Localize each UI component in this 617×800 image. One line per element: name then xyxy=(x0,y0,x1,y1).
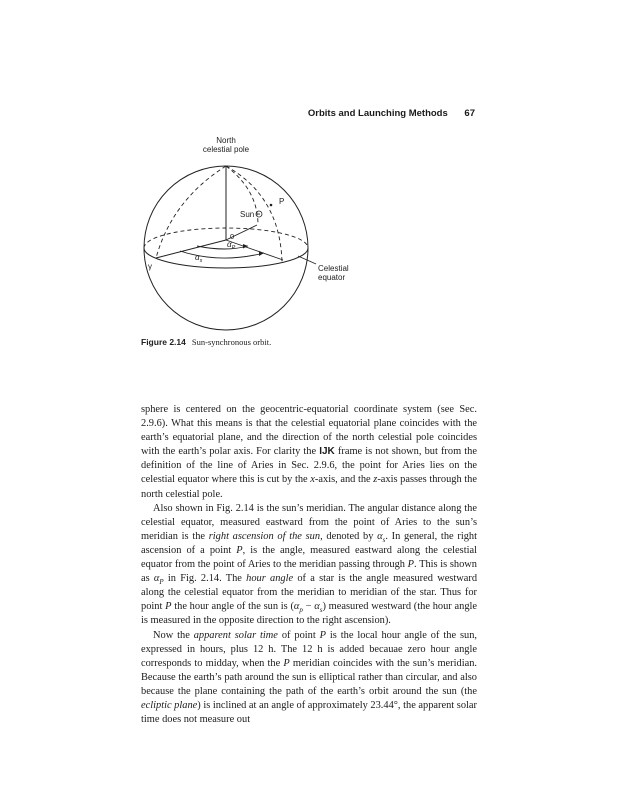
paragraph-3: Now the apparent solar time of point P is the local hour angle of the sun, expressed in hours, plus 12 h. The 12 h is added becauae zero hour angle corresponds to midday, when the P meridian coincides with the sun’s meridian. Because the earth’s path around the sun is elliptical rather than circular, and also because the plane containing the path of the earth’s orbit around the sun (the ecliptic plane) is inclined at an angle of approximately 23.44°, the apparent solar time does not measure out xyxy=(141,629,478,726)
label-alpha-p: $\alpha_P$ xyxy=(227,240,236,251)
label-celestial-pole: celestial pole xyxy=(202,145,250,154)
figure-caption-text: Sun-synchronous orbit. xyxy=(191,337,272,347)
label-alpha-s: $\alpha_s$ xyxy=(195,253,203,264)
point-p xyxy=(270,204,273,207)
label-aries: γ xyxy=(148,262,152,271)
alpha-s-arc xyxy=(180,251,264,258)
body-text xyxy=(141,403,477,727)
label-north: North xyxy=(216,136,236,145)
figure-caption xyxy=(141,337,476,347)
label-p: P xyxy=(279,197,285,206)
alpha-p-arc xyxy=(197,246,248,249)
paragraph-2: Also shown in Fig. 2.14 is the sun’s meridian. The angular distance along the celestial equator, measured eastward from the point of Aries to the sun’s meridian is the right ascension of the sun, denoted by $\alpha_s$. In general, the right ascension of a point P, is the angle, measured eastward along the celestial equator from the point of Aries to the meridian passing through P. This is shown as $\alpha_P$ in Fig. 2.14. The hour angle of a star is the angle measured westward along the celestial equator from the meridian to meridian of the star. Thus for point P the hour angle of the sun is $(\alpha_p - \alpha_s)$ measured westward (the hour angle is measured in the opposite direction to the right ascension). xyxy=(141,502,478,627)
figure-caption-label: Figure 2.14 xyxy=(141,337,186,347)
sun-symbol-dot xyxy=(258,213,260,215)
label-origin: 0 xyxy=(230,232,235,241)
label-equator: equator xyxy=(318,273,346,282)
running-header xyxy=(140,108,475,119)
label-celestial: Celestial xyxy=(318,264,349,273)
page-number: 67 xyxy=(464,108,475,119)
aries-meridian xyxy=(156,166,226,258)
label-sun: Sun xyxy=(240,210,255,219)
paragraph-1: sphere is centered on the geocentric-equatorial coordinate system (see Sec. 2.9.6). What this means is that the celestial equatorial plane coincides with the earth’s equatorial plane, and the direction of the north celestial pole coincides with the earth’s polar axis. For clarity the IJK frame is not shown, but from the definition of the line of Aries in Sec. 2.9.6, the point for Aries lies on the celestial equator where this is cut by the x-axis, and the z-axis passes through the north celestial pole. xyxy=(141,404,477,500)
running-header-title: Orbits and Launching Methods xyxy=(307,108,448,119)
figure-2-14 xyxy=(140,130,349,340)
celestial-sphere-diagram xyxy=(140,130,349,340)
